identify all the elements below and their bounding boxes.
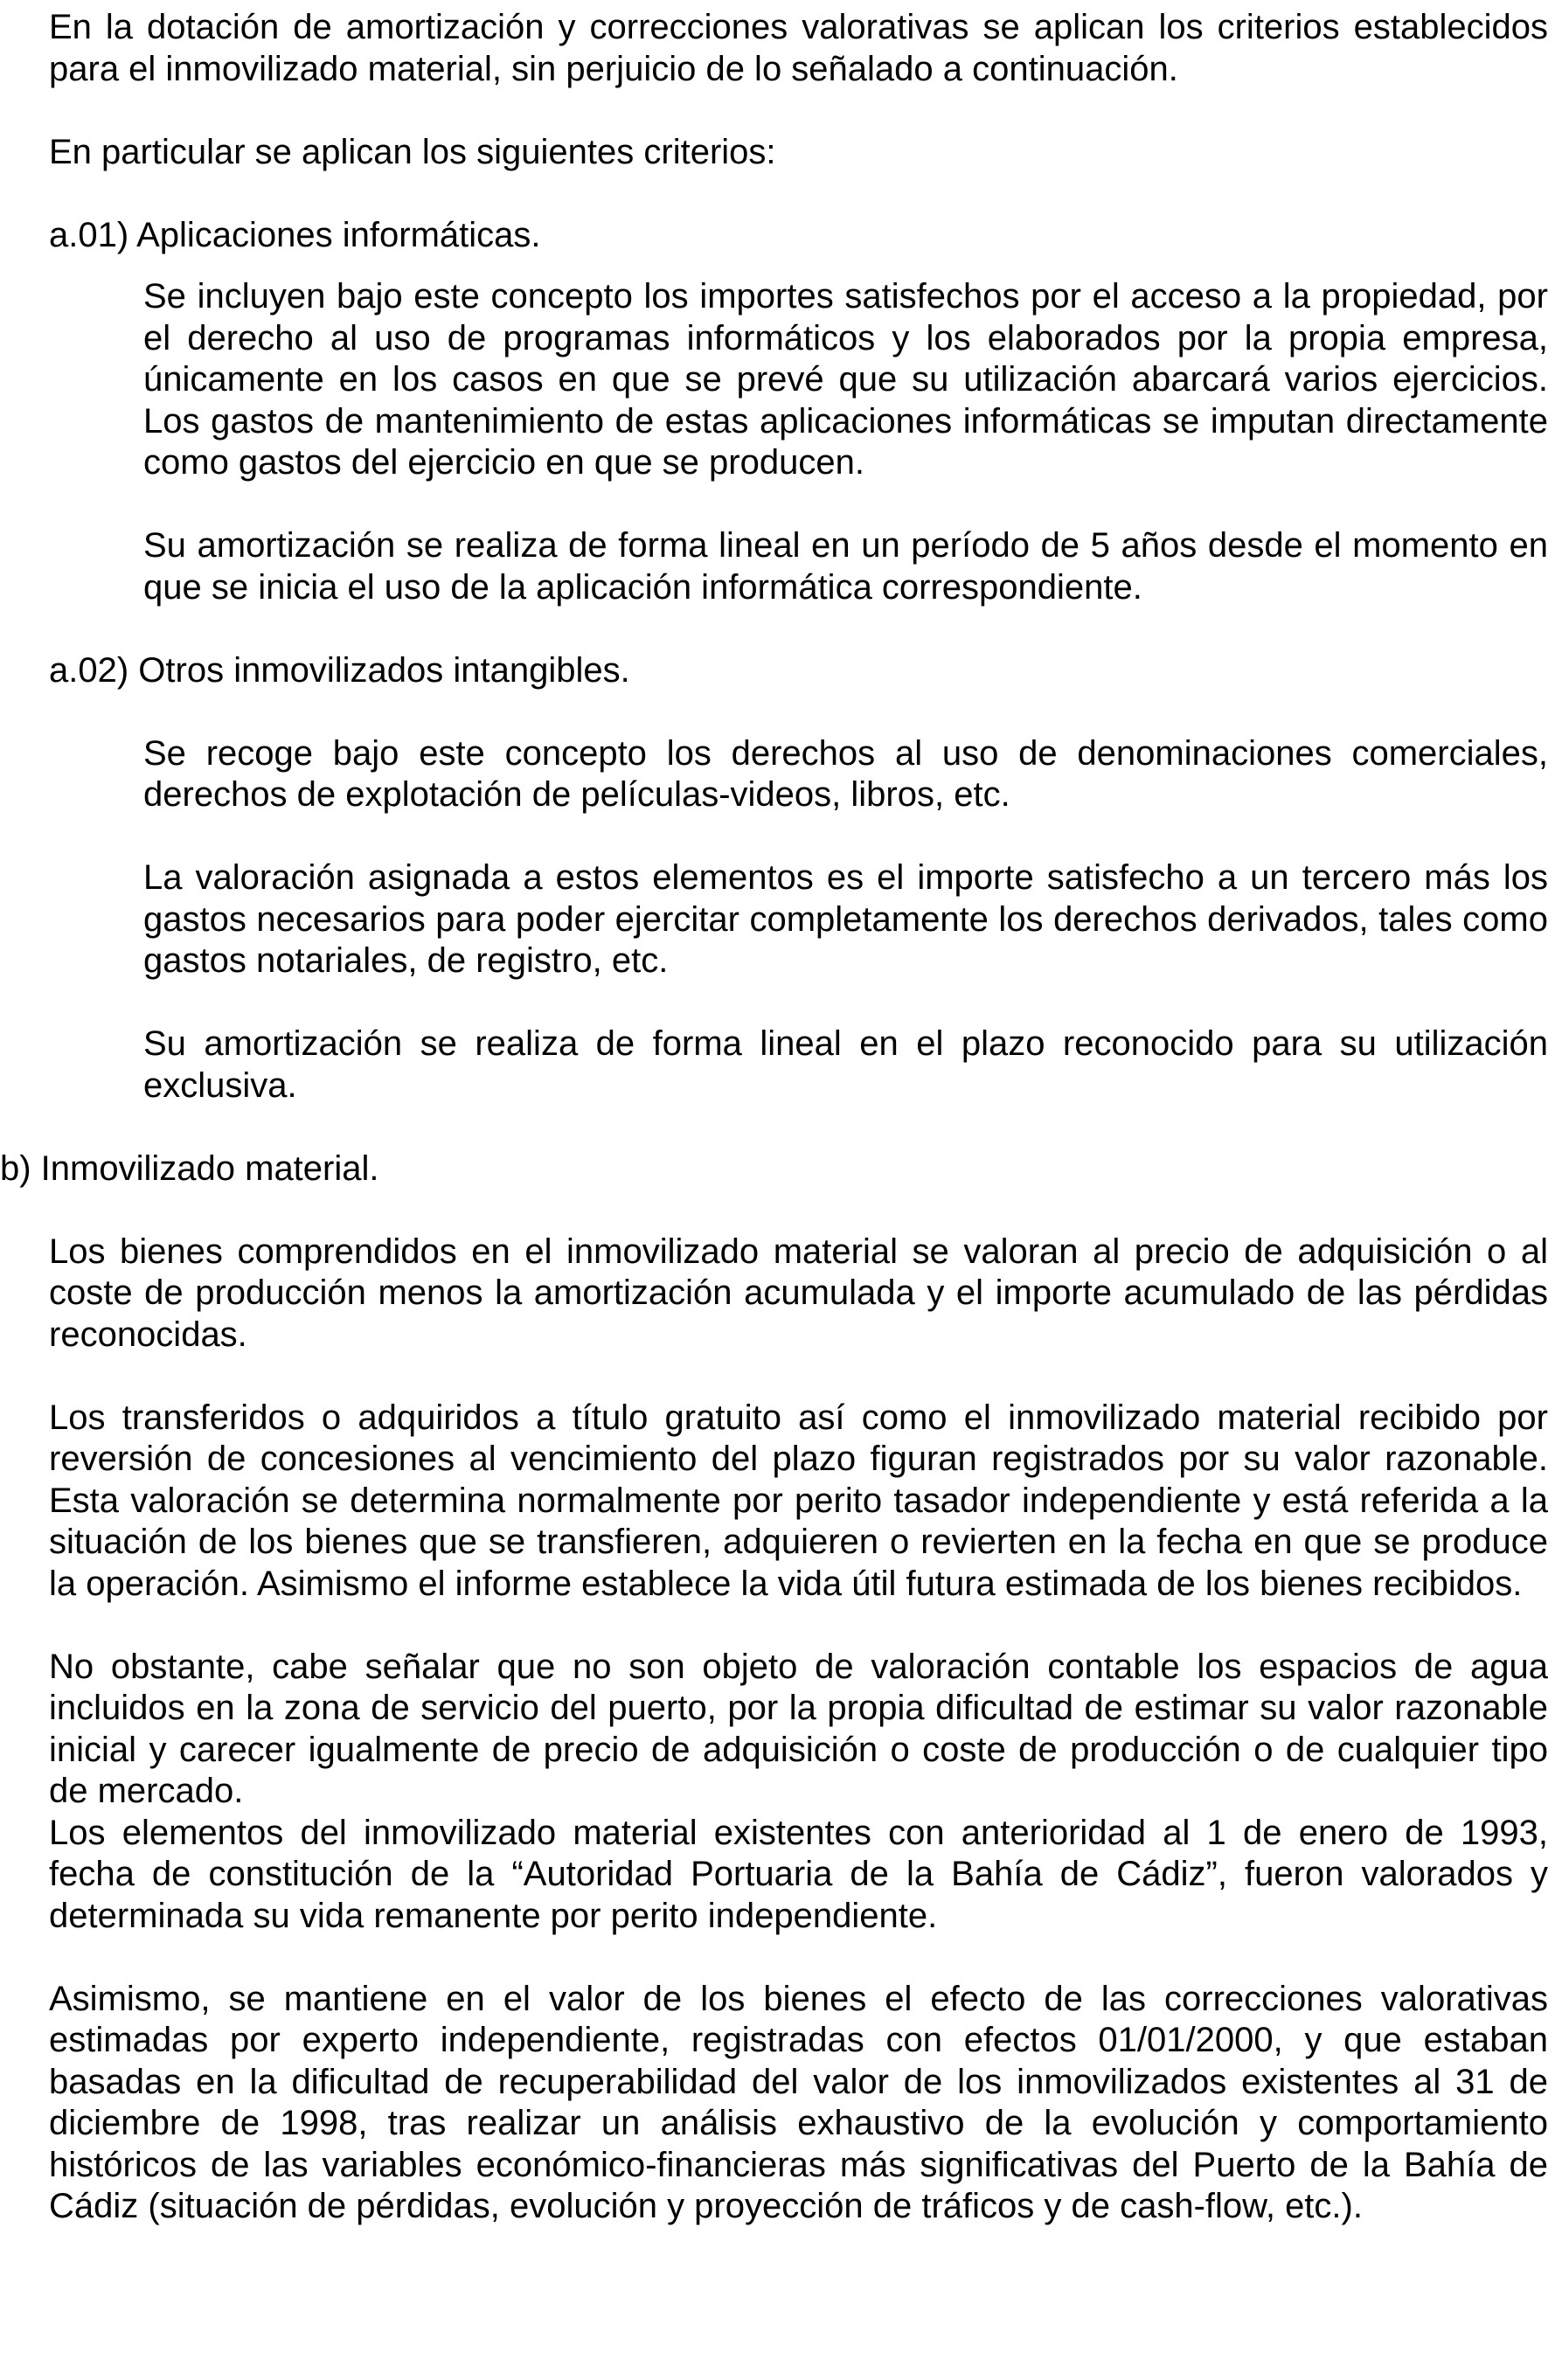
heading-b: b) Inmovilizado material. — [0, 1148, 379, 1188]
paragraph-a02-amortization: Su amortización se realiza de forma lineal en el plazo reconocido para su utilización exclusiva. — [143, 1024, 1548, 1105]
heading-a01: a.01) Aplicaciones informáticas. — [49, 215, 541, 254]
paragraph-a02-concept: Se recoge bajo este concepto los derechos al uso de denominaciones comerciales, derechos de explotación de películas-videos, libros, etc. — [143, 733, 1548, 814]
paragraph-b-valuation: Los bienes comprendidos en el inmovilizado material se valoran al precio de adquisición o al coste de producción menos la amortización acumulada y el importe acumulado de las pérdidas reconocidas. — [49, 1232, 1548, 1354]
paragraph-a02-valuation: La valoración asignada a estos elementos es el importe satisfecho a un tercero más los gastos necesarios para poder ejercitar completamente los derechos derivados, tales como gastos notariales, de registro, etc. — [143, 858, 1548, 980]
paragraph-b-transferred: Los transferidos o adquiridos a título gratuito así como el inmovilizado material recibido por reversión de concesiones al vencimiento del plazo figuran registrados por su valor razonable. Esta valoración se determina normalmente por perito tasador independiente y está referida a la situación de los bienes que se transfieren, adquieren o revierten en la fecha en que se produce la operación. Asimismo el informe establece la vida útil futura estimada de los bienes recibidos. — [49, 1398, 1548, 1603]
paragraph-a01-concept: Se incluyen bajo este concepto los importes satisfechos por el acceso a la propiedad, por el derecho al uso de programas informáticos y los elaborados por la propia empresa, únicamente en los casos en que se prevé que su utilización abarcará varios ejercicios. Los gastos de mantenimiento de estas aplicaciones informáticas se imputan directamente como gastos del ejercicio en que se producen. — [143, 277, 1548, 482]
paragraph-b-corrections: Asimismo, se mantiene en el valor de los bienes el efecto de las correcciones valorativas estimadas por experto independiente, registradas con efectos 01/01/2000, y que estaban basadas en la dificultad de recuperabilidad del valor de los inmovilizados existentes al 31 de diciembre de 1998, tras realizar un análisis exhaustivo de la evolución y comportamiento históricos de las variables económico-financieras más significativas del Puerto de la Bahía de Cádiz (situación de pérdidas, evolución y proyección de tráficos y de cash-flow, etc.). — [49, 1979, 1548, 2225]
paragraph-b-prior-1993: Los elementos del inmovilizado material existentes con anterioridad al 1 de enero de 1993, fecha de constitución de la “Autoridad Portuaria de la Bahía de Cádiz”, fueron valorados y determinada su vida remanente por perito independiente. — [49, 1813, 1548, 1935]
paragraph-a01-amortization: Su amortización se realiza de forma lineal en un período de 5 años desde el momento en que se inicia el uso de la aplicación informática correspondiente. — [143, 526, 1548, 607]
paragraph-criteria-intro: En particular se aplican los siguientes criterios: — [49, 132, 776, 171]
paragraph-intro: En la dotación de amortización y correcciones valorativas se aplican los criterios establecidos para el inmovilizado material, sin perjuicio de lo señalado a continuación. — [49, 8, 1548, 88]
heading-a02: a.02) Otros inmovilizados intangibles. — [49, 650, 630, 690]
paragraph-b-water-spaces: No obstante, cabe señalar que no son objeto de valoración contable los espacios de agua incluidos en la zona de servicio del puerto, por la propia dificultad de estimar su valor razonable inicial y carecer igualmente de precio de adquisición o coste de producción o de cualquier tipo de mercado. — [49, 1647, 1548, 1810]
